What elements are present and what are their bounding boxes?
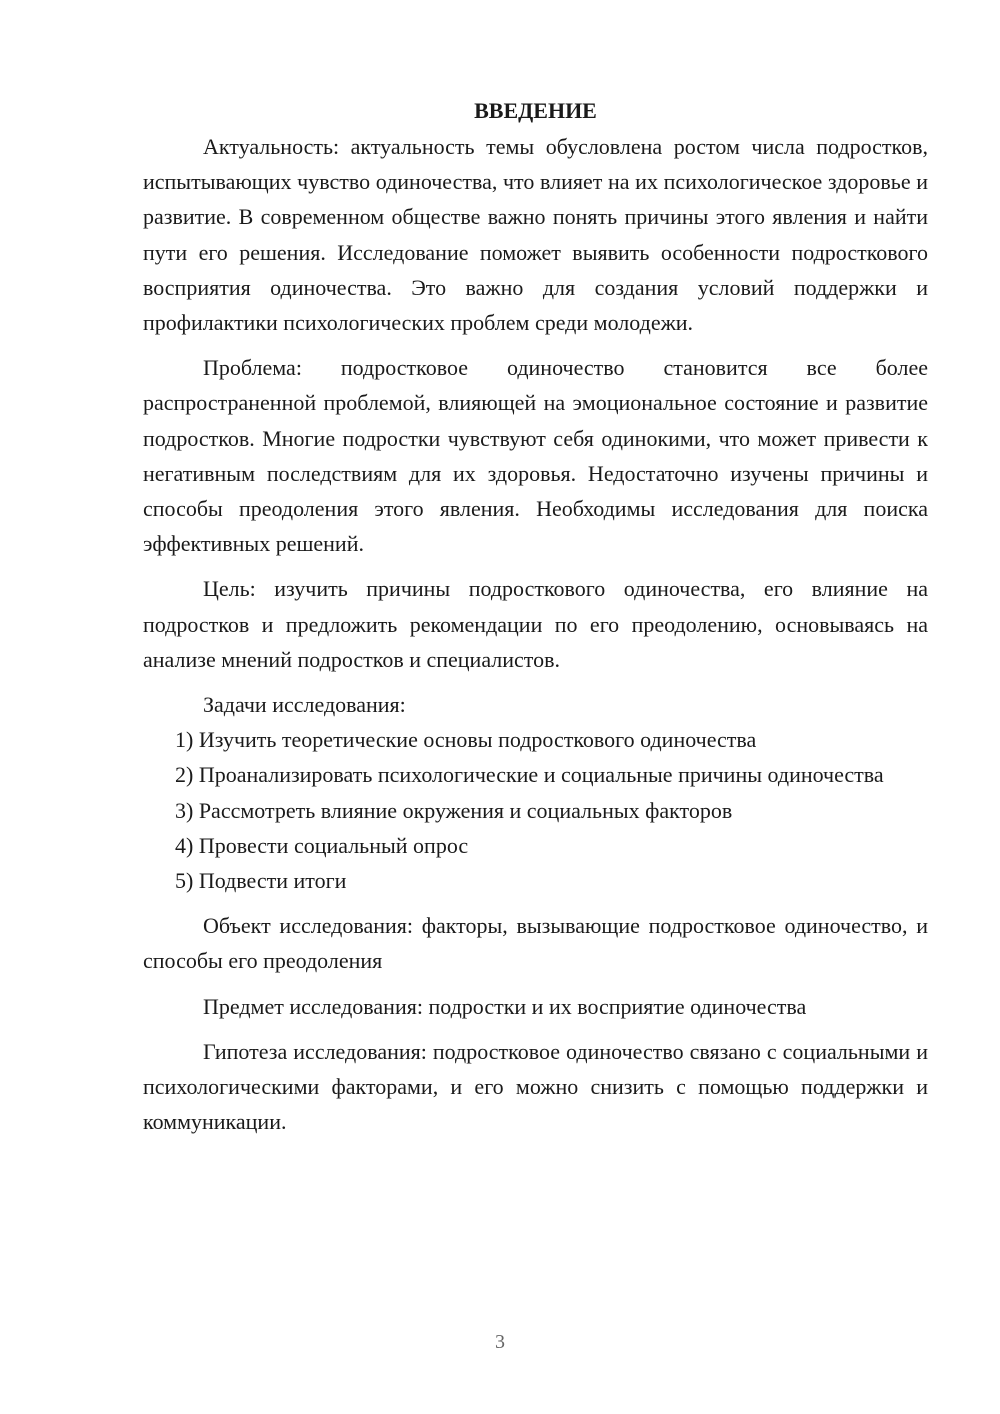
- task-item-1: 1) Изучить теоретические основы подросткового одиночества: [175, 727, 757, 753]
- hypothesis-paragraph: Гипотеза исследования: подростковое одиночество связано с социальными и психологическими факторами, и его можно снизить с помощью поддержки и коммуникации.: [143, 1038, 928, 1135]
- subject-paragraph: Предмет исследования: подростки и их восприятие одиночества: [203, 993, 807, 1019]
- goal-paragraph: Цель: изучить причины подросткового одиночества, его влияние на подростков и предложить рекомендации по его преодолению, основываясь на анализе мнений подростков и специалистов.: [143, 576, 928, 672]
- problem-paragraph: Проблема: подростковое одиночество становится все более распространенной проблемой, влияющей на эмоциональное состояние и развитие подростков. Многие подростки чувствуют себя одинокими, что может привести к негативным последствиям для их здоровья. Недостаточно изучены причины и способы преодоления этого явления. Необходимы исследования для поиска эффективных решений.: [143, 355, 928, 557]
- task-item-5: 5) Подвести итоги: [175, 868, 347, 894]
- relevance-paragraph: Актуальность: актуальность темы обусловлена ростом числа подростков, испытывающих чувство одиночества, что влияет на их психологическое здоровье и развитие. В современном обществе важно понять причины этого явления и найти пути его решения. Исследование поможет выявить особенности подросткового восприятия одиночества. Это важно для создания условий поддержки и профилактики психологических проблем среди молодежи.: [143, 134, 928, 336]
- document-page: [143, 92, 928, 1139]
- tasks-heading: Задачи исследования:: [203, 692, 406, 718]
- object-paragraph: Объект исследования: факторы, вызывающие подростковое одиночество, и способы его преодоления: [143, 913, 928, 974]
- task-item-2: 2) Проанализировать психологические и социальные причины одиночества: [175, 762, 884, 788]
- task-item-4: 4) Провести социальный опрос: [175, 832, 469, 858]
- section-title: ВВЕДЕНИЕ: [474, 98, 597, 123]
- page-number: 3: [495, 1331, 505, 1353]
- task-item-3: 3) Рассмотреть влияние окружения и социальных факторов: [175, 797, 733, 823]
